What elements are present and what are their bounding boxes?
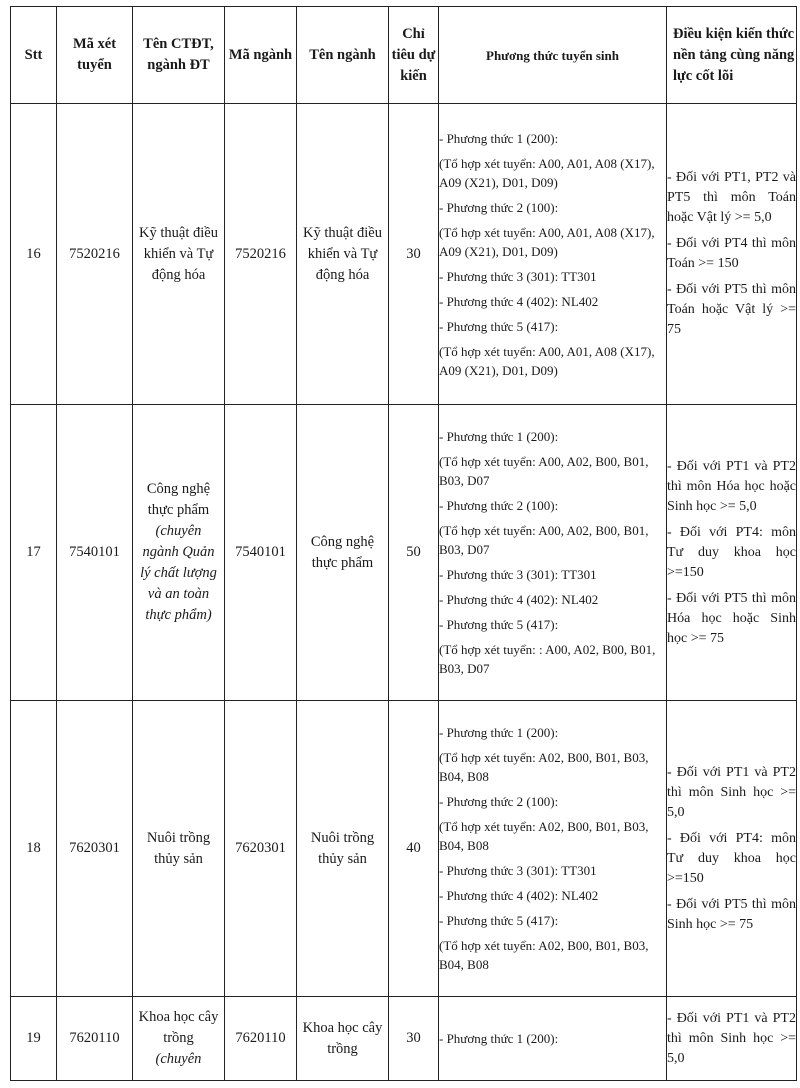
condition-line: - Đối với PT1, PT2 và PT5 thì môn Toán hoặc Vật lý >= 5,0 <box>667 170 796 225</box>
method-line: (Tổ hợp xét tuyển: A02, B00, B01, B03, B04, B08 <box>439 938 649 972</box>
condition-line: - Đối với PT1 và PT2 thì môn Sinh học >= 5,0 <box>667 1010 796 1066</box>
method-line: - Phương thức 2 (100): <box>439 498 559 513</box>
method-line: - Phương thức 3 (301): TT301 <box>439 567 597 582</box>
ten-ctdt-text: Công nghệ thực phẩm <box>146 481 211 518</box>
cell-ten-ctdt <box>133 104 225 405</box>
method-line: - Phương thức 4 (402): NL402 <box>439 293 599 309</box>
cell-ma-nganh: 7620110 <box>225 997 297 1081</box>
cell-stt: 16 <box>11 104 57 405</box>
cell-methods <box>439 997 667 1081</box>
ten-nganh-text: Khoa học cây trồng <box>302 1019 383 1057</box>
cell-ten-ctdt <box>133 701 225 997</box>
method-line: (Tổ hợp xét tuyển: A02, B00, B01, B03, B04, B08 <box>439 750 649 784</box>
cell-chi-tieu: 50 <box>389 405 439 701</box>
condition-line: - Đối với PT4: môn Tư duy khoa học >=150 <box>667 524 796 580</box>
method-line: - Phương thức 1 (200): <box>439 725 559 740</box>
method-line: - Phương thức 1 (200): <box>439 130 559 146</box>
cell-stt: 18 <box>11 701 57 997</box>
header-chi-tieu: Chỉ tiêu dự kiến <box>389 7 439 104</box>
cell-ma-nganh: 7540101 <box>225 405 297 701</box>
ten-ctdt-note: (chuyên ngành Quản lý chất lượng và an toàn thực phẩm) <box>140 523 217 623</box>
method-line: (Tổ hợp xét tuyển: A00, A01, A08 (X17), A09 (X21), D01, D09) <box>439 343 655 378</box>
header-ma-nganh: Mã ngành <box>225 7 297 104</box>
condition-line: - Đối với PT1 và PT2 thì môn Sinh học >= 5,0 <box>667 764 796 820</box>
cell-stt: 19 <box>11 997 57 1081</box>
cell-conditions <box>667 104 797 405</box>
ten-nganh-text: Nuôi trồng thủy sản <box>310 829 375 867</box>
cell-ten-ctdt <box>133 405 225 701</box>
method-line: - Phương thức 5 (417): <box>439 913 559 928</box>
method-line: - Phương thức 2 (100): <box>439 199 559 215</box>
table-row <box>11 701 797 997</box>
cell-ma-xet-tuyen: 7620301 <box>57 701 133 997</box>
ten-ctdt-text: Nuôi trồng thủy sản <box>146 829 211 867</box>
cell-ten-nganh <box>297 104 389 405</box>
cell-methods <box>439 701 667 997</box>
cell-stt: 17 <box>11 405 57 701</box>
method-line: - Phương thức 3 (301): TT301 <box>439 268 597 284</box>
ten-ctdt-note: (chuyên <box>155 1051 202 1067</box>
condition-line: - Đối với PT5 thì môn Toán hoặc Vật lý >= 75 <box>667 282 796 337</box>
method-line: (Tổ hợp xét tuyển: A02, B00, B01, B03, B04, B08 <box>439 819 649 853</box>
table-row <box>11 405 797 701</box>
table-row <box>11 997 797 1081</box>
cell-chi-tieu: 40 <box>389 701 439 997</box>
table-row <box>11 104 797 405</box>
ten-ctdt-text: Kỹ thuật điều khiển và Tự động hóa <box>139 224 218 283</box>
cell-ma-xet-tuyen: 7620110 <box>57 997 133 1081</box>
method-line: - Phương thức 2 (100): <box>439 794 559 809</box>
header-stt: Stt <box>11 7 57 104</box>
method-line: - Phương thức 5 (417): <box>439 318 559 334</box>
header-ten-nganh: Tên ngành <box>297 7 389 104</box>
method-line: (Tổ hợp xét tuyển: A00, A01, A08 (X17), A09 (X21), D01, D09) <box>439 155 655 190</box>
condition-line: - Đối với PT4: môn Tư duy khoa học >=150 <box>667 830 796 886</box>
cell-ten-nganh <box>297 701 389 997</box>
cell-ma-xet-tuyen: 7540101 <box>57 405 133 701</box>
ten-nganh-text: Công nghệ thực phẩm <box>310 533 375 571</box>
header-ma-xet-tuyen: Mã xét tuyển <box>57 7 133 104</box>
cell-conditions <box>667 701 797 997</box>
ten-ctdt-text: Khoa học cây trồng <box>138 1009 219 1046</box>
condition-line: - Đối với PT5 thì môn Hóa học hoặc Sinh học >= 75 <box>667 590 796 646</box>
header-row <box>11 7 797 104</box>
cell-methods <box>439 405 667 701</box>
condition-line: - Đối với PT4 thì môn Toán >= 150 <box>667 236 796 271</box>
method-line: - Phương thức 4 (402): NL402 <box>439 592 599 607</box>
cell-ma-nganh: 7520216 <box>225 104 297 405</box>
cell-chi-tieu: 30 <box>389 997 439 1081</box>
cell-ma-xet-tuyen: 7520216 <box>57 104 133 405</box>
condition-line: - Đối với PT1 và PT2 thì môn Hóa học hoặc Sinh học >= 5,0 <box>667 458 796 514</box>
cell-ten-nganh <box>297 405 389 701</box>
admission-table <box>10 6 797 1081</box>
method-line: (Tổ hợp xét tuyển: A00, A02, B00, B01, B03, D07 <box>439 523 649 557</box>
cell-chi-tieu: 30 <box>389 104 439 405</box>
method-line: - Phương thức 1 (200): <box>439 1031 559 1046</box>
method-line: (Tổ hợp xét tuyển: A00, A02, B00, B01, B03, D07 <box>439 454 649 488</box>
cell-conditions <box>667 997 797 1081</box>
cell-ma-nganh: 7620301 <box>225 701 297 997</box>
method-line: - Phương thức 3 (301): TT301 <box>439 863 597 878</box>
header-dieu-kien: Điều kiện kiến thức nền tảng cùng năng lực cốt lõi <box>667 7 797 104</box>
ten-nganh-text: Kỹ thuật điều khiển và Tự động hóa <box>303 224 382 283</box>
header-ten-ctdt: Tên CTĐT, ngành ĐT <box>133 7 225 104</box>
condition-line: - Đối với PT5 thì môn Sinh học >= 75 <box>667 896 796 932</box>
cell-methods <box>439 104 667 405</box>
method-line: - Phương thức 4 (402): NL402 <box>439 888 599 903</box>
cell-ten-ctdt <box>133 997 225 1081</box>
header-phuong-thuc: Phương thức tuyển sinh <box>439 7 667 104</box>
method-line: - Phương thức 1 (200): <box>439 429 559 444</box>
cell-ten-nganh <box>297 997 389 1081</box>
method-line: - Phương thức 5 (417): <box>439 617 559 632</box>
method-line: (Tổ hợp xét tuyển: : A00, A02, B00, B01, B03, D07 <box>439 642 656 676</box>
method-line: (Tổ hợp xét tuyển: A00, A01, A08 (X17), A09 (X21), D01, D09) <box>439 224 655 259</box>
cell-conditions <box>667 405 797 701</box>
